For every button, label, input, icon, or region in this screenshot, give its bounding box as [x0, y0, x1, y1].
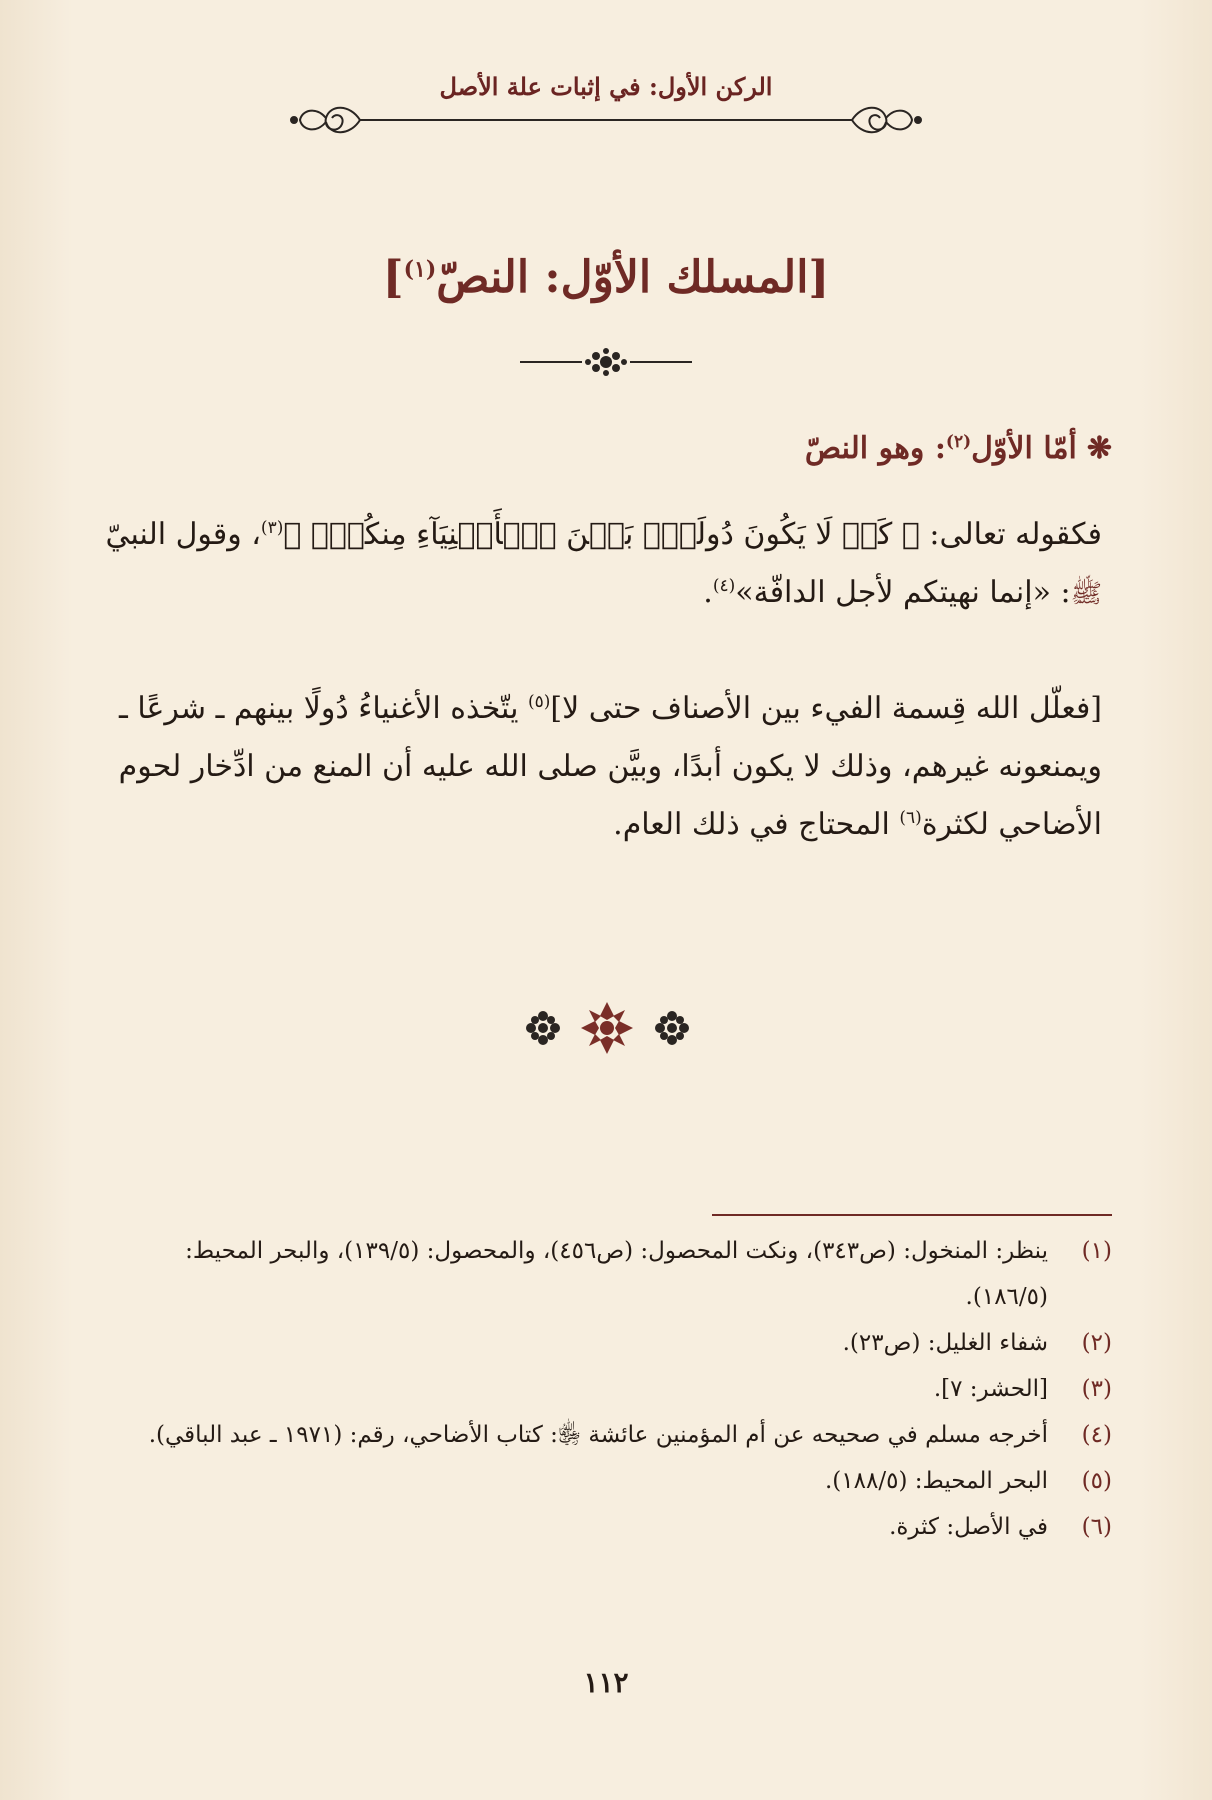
page-number: ١١٢ [583, 1666, 629, 1699]
paragraph [102, 680, 1102, 854]
paragraph [102, 506, 1102, 623]
footnote-item [110, 1412, 1112, 1458]
title-text: [المسلك الأوّل: النصّ [436, 252, 830, 303]
footnote-item [110, 1458, 1112, 1504]
footnote-ref: (٣) [260, 518, 284, 538]
footnote-number: (١) [1081, 1238, 1112, 1264]
paragraph-text: [فعلّل الله قِسمة الفيء بين الأصناف حتى لا] [550, 691, 1102, 726]
flower-large-icon [581, 1002, 633, 1054]
footnotes [110, 1228, 1112, 1550]
section-end-ornament [515, 998, 700, 1058]
footnote-ref: (٦) [899, 808, 922, 828]
footnote-item [110, 1320, 1112, 1366]
footnote-text: أخرجه مسلم في صحيحه عن أم المؤمنين عائشة ﵂: كتاب الأضاحي، رقم: (١٩٧١ ـ عبد الباقي). [148, 1422, 1048, 1448]
footnote-number: (٤) [1081, 1422, 1112, 1448]
running-header: الركن الأول: في إثبات علة الأصل [439, 72, 773, 101]
subheading [412, 420, 1112, 478]
salutation-glyph: ﷺ [1070, 579, 1102, 609]
title-bracket: ] [382, 252, 404, 303]
hadith-quote: : «إنما نهيتكم لأجل الدافّة» [735, 575, 1071, 610]
footnote-item [110, 1504, 1112, 1550]
paragraph-text: يتّخذه الأغنياءُ دُولًا بينهم ـ شرعًا ـ ويمنعونه غيرهم، وذلك لا يكون أبدًا، وبيَّن صلى الله عليه أن المنع من ادِّخار لحوم الأضاحي لكثرة [118, 691, 1102, 842]
footnote-number: (٢) [1081, 1330, 1112, 1356]
footnote-number: (٥) [1081, 1468, 1112, 1494]
paragraph-text: المحتاج في ذلك العام. [613, 807, 900, 842]
footnote-text: شفاء الغليل: (ص٢٣). [842, 1330, 1048, 1356]
subheading-label: أمّا الأوّل [971, 431, 1077, 466]
paragraph-text: ، وقول النبيّ [105, 517, 261, 552]
footnote-divider [712, 1214, 1112, 1216]
footnote-number: (٦) [1081, 1514, 1112, 1540]
footnote-ref: (١) [403, 256, 437, 283]
flower-icon [655, 1011, 689, 1045]
scroll-rule-icon [290, 96, 922, 146]
footnote-text: البحر المحيط: (١٨٨/٥). [824, 1468, 1048, 1494]
asterisk-icon: ❋ [1086, 431, 1112, 466]
subheading-rest: : وهو النصّ [804, 431, 946, 466]
footnote-item [110, 1366, 1112, 1412]
paragraph-text: . [703, 575, 713, 610]
paragraph-text: فكقوله تعالى: [919, 517, 1102, 552]
footnote-ref: (٢) [945, 432, 972, 452]
flourish-divider-icon [520, 342, 692, 382]
footnote-text: [الحشر: ٧]. [933, 1376, 1048, 1402]
quran-verse: ﴿ كَيۡ لَا يَكُونَ دُولَةَۢ بَيۡنَ ٱلۡأَغۡنِيَآءِ مِنكُمۡۚ ﴾ [283, 517, 920, 552]
footnote-text: ينظر: المنخول: (ص٣٤٣)، ونكت المحصول: (ص٤٥٦)، والمحصول: (١٣٩/٥)، والبحر المحيط: (١٨٦/٥). [185, 1238, 1048, 1310]
footnote-text: في الأصل: كثرة. [889, 1514, 1048, 1540]
footnote-ref: (٤) [712, 576, 736, 596]
footnote-number: (٣) [1081, 1376, 1112, 1402]
flower-icon [526, 1011, 560, 1045]
footnote-item [110, 1228, 1112, 1320]
footnote-ref: (٥) [528, 692, 551, 712]
section-title [0, 252, 1212, 303]
